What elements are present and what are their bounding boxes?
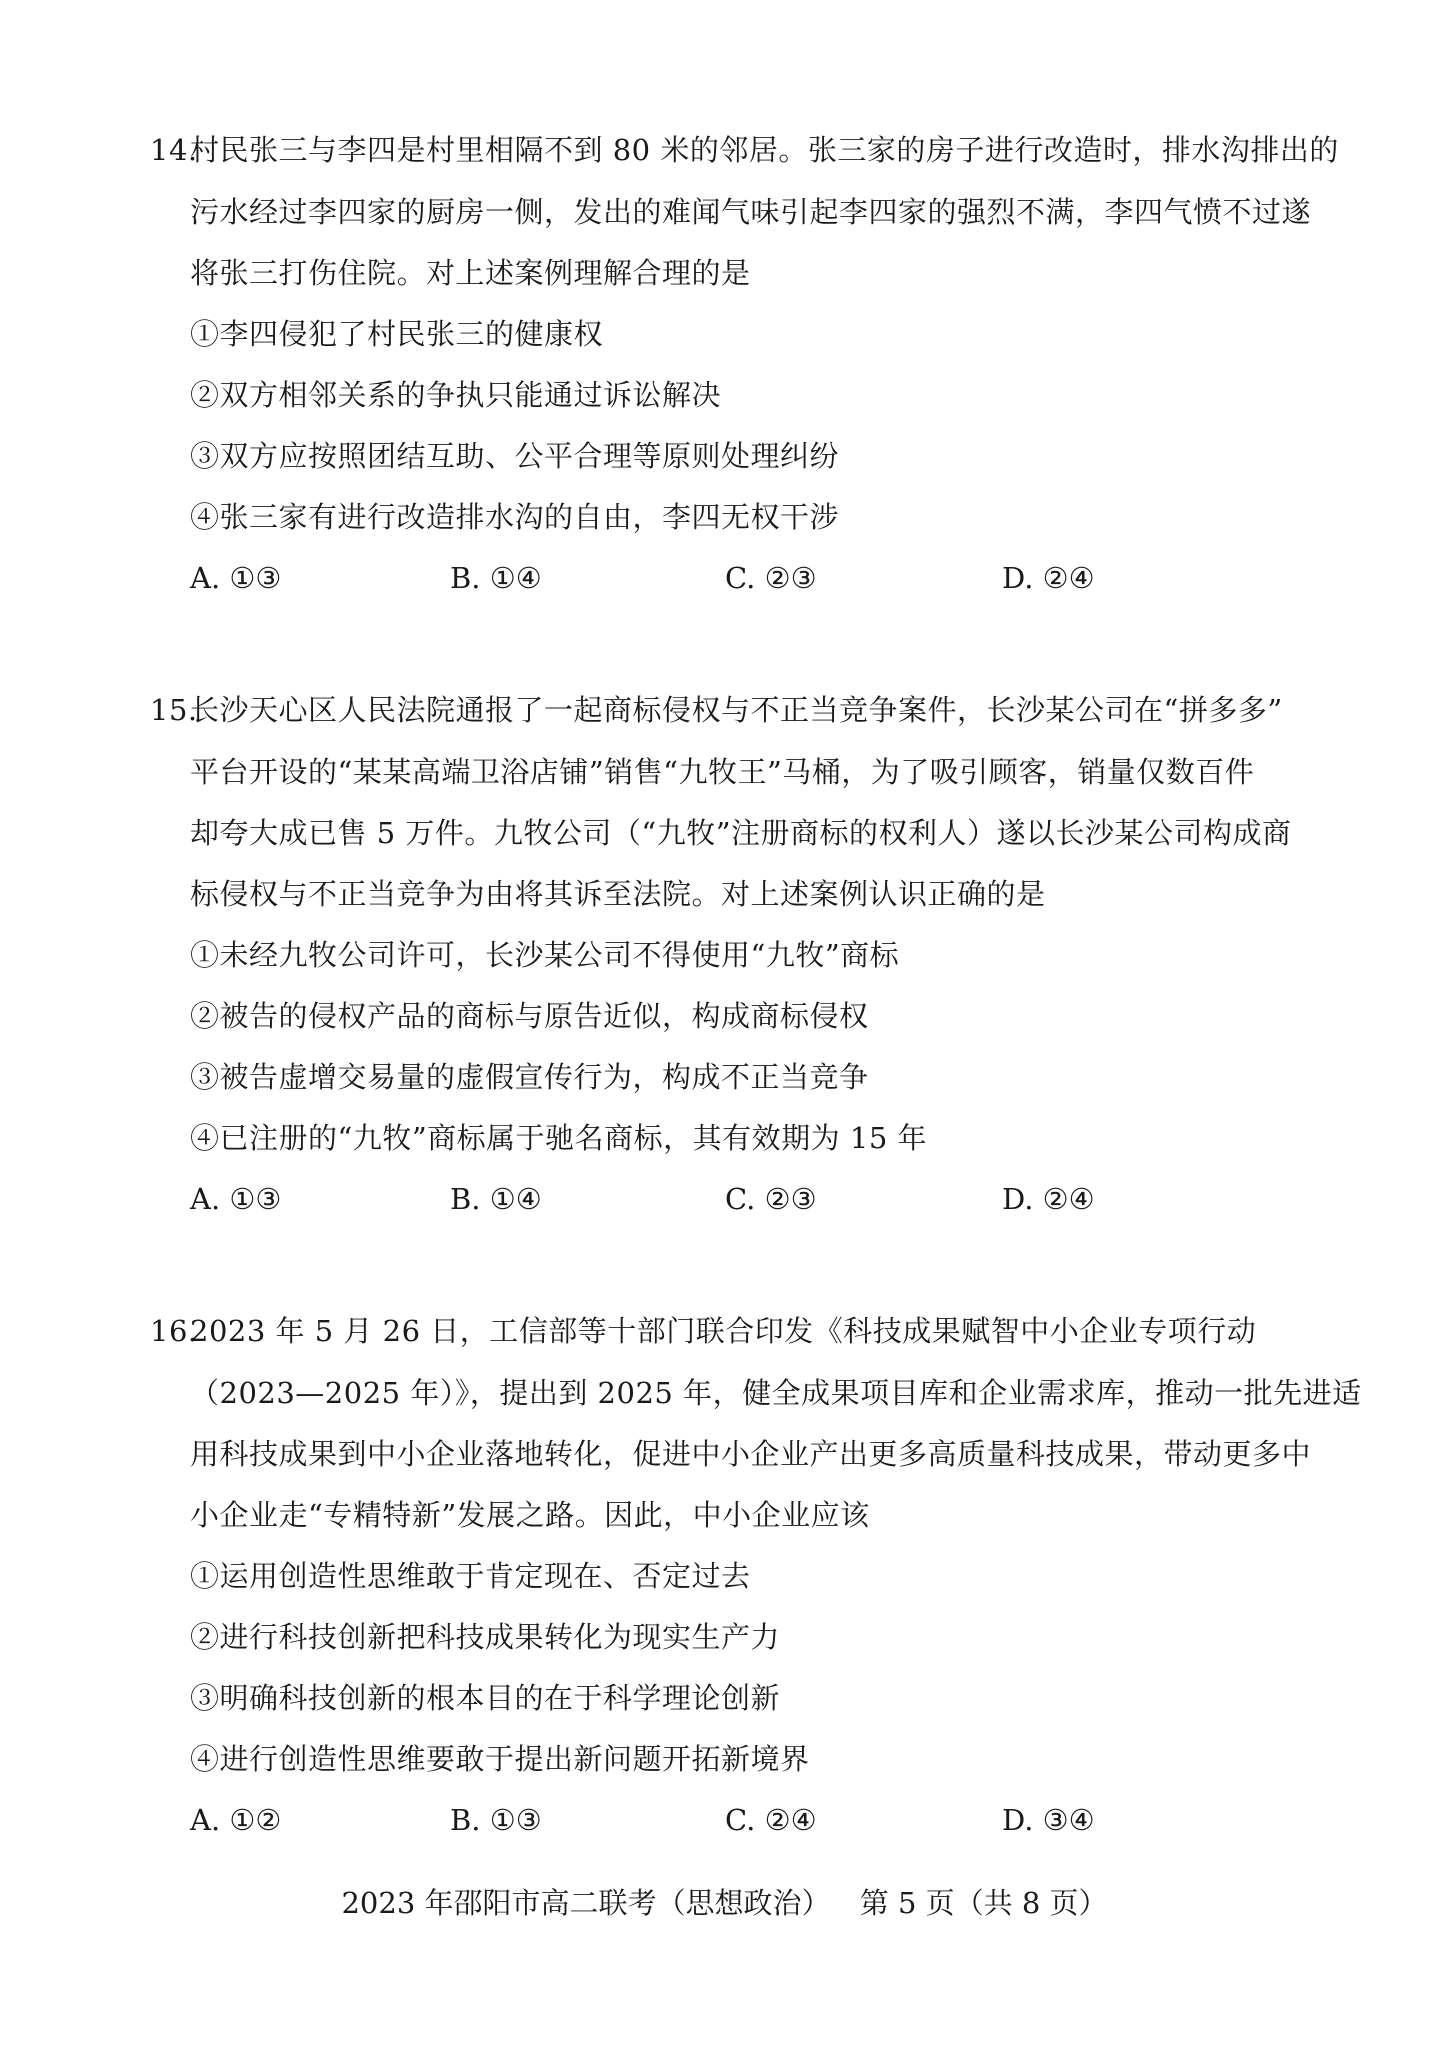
question-stem-line: 村民张三与李四是村里相隔不到 80 米的邻居。张三家的房子进行改造时，排水沟排出的 [190,133,1339,167]
statement-4: ④进行创造性思维要敢于提出新问题开拓新境界 [190,1742,810,1776]
statement-2: ②进行科技创新把科技成果转化为现实生产力 [190,1620,781,1654]
choice-c[interactable]: C. ②③ [725,561,817,595]
question-number: 15. [150,693,198,727]
page-number: 第 5 页（共 8 页） [859,1886,1108,1920]
statement-3: ③被告虚增交易量的虚假宣传行为，构成不正当竞争 [190,1060,869,1094]
choice-d[interactable]: D. ②④ [1002,561,1095,595]
choice-a[interactable]: A. ①③ [190,561,282,595]
statement-1: ①李四侵犯了村民张三的健康权 [190,317,604,351]
choice-a[interactable]: A. ①② [190,1803,282,1837]
statement-1: ①未经九牧公司许可，长沙某公司不得使用“九牧”商标 [190,938,900,972]
choice-b[interactable]: B. ①④ [450,1182,542,1216]
choice-b[interactable]: B. ①④ [450,561,542,595]
question-stem-line: 标侵权与不正当竞争为由将其诉至法院。对上述案例认识正确的是 [190,877,1046,911]
statement-4: ④已注册的“九牧”商标属于驰名商标，其有效期为 15 年 [190,1121,927,1155]
choice-c[interactable]: C. ②③ [725,1182,817,1216]
question-stem-line: 平台开设的“某某高端卫浴店铺”销售“九牧王”马桶，为了吸引顾客，销量仅数百件 [190,755,1255,789]
question-number: 16. [150,1314,198,1348]
question-stem-line: 小企业走“专精特新”发展之路。因此，中小企业应该 [190,1498,870,1532]
choice-d[interactable]: D. ③④ [1002,1803,1095,1837]
choice-c[interactable]: C. ②④ [725,1803,817,1837]
question-stem-line: 将张三打伤住院。对上述案例理解合理的是 [190,256,751,290]
question-stem-line: 长沙天心区人民法院通报了一起商标侵权与不正当竞争案件，长沙某公司在“拼多多” [190,693,1283,727]
question-stem-line: 却夸大成已售 5 万件。九牧公司（“九牧”注册商标的权利人）遂以长沙某公司构成商 [190,816,1292,850]
statement-2: ②被告的侵权产品的商标与原告近似，构成商标侵权 [190,999,869,1033]
question-number: 14. [150,133,198,167]
page-footer [0,1881,1449,1925]
choice-a[interactable]: A. ①③ [190,1182,282,1216]
statement-2: ②双方相邻关系的争执只能通过诉讼解决 [190,378,722,412]
question-stem-line: 污水经过李四家的厨房一侧，发出的难闻气味引起李四家的强烈不满，李四气愤不过遂 [190,195,1312,229]
question-stem-line: （2023—2025 年）》，提出到 2025 年，健全成果项目库和企业需求库，推动一批先进适 [190,1376,1362,1410]
statement-1: ①运用创造性思维敢于肯定现在、否定过去 [190,1559,751,1593]
exam-title: 2023 年邵阳市高二联考（思想政治） [341,1886,831,1920]
choice-b[interactable]: B. ①③ [450,1803,542,1837]
statement-3: ③双方应按照团结互助、公平合理等原则处理纠纷 [190,439,840,473]
statement-3: ③明确科技创新的根本目的在于科学理论创新 [190,1681,781,1715]
choice-d[interactable]: D. ②④ [1002,1182,1095,1216]
question-stem-line: 2023 年 5 月 26 日，工信部等十部门联合印发《科技成果赋智中小企业专项行动 [190,1314,1257,1348]
statement-4: ④张三家有进行改造排水沟的自由，李四无权干涉 [190,500,840,534]
question-stem-line: 用科技成果到中小企业落地转化，促进中小企业产出更多高质量科技成果，带动更多中 [190,1437,1312,1471]
